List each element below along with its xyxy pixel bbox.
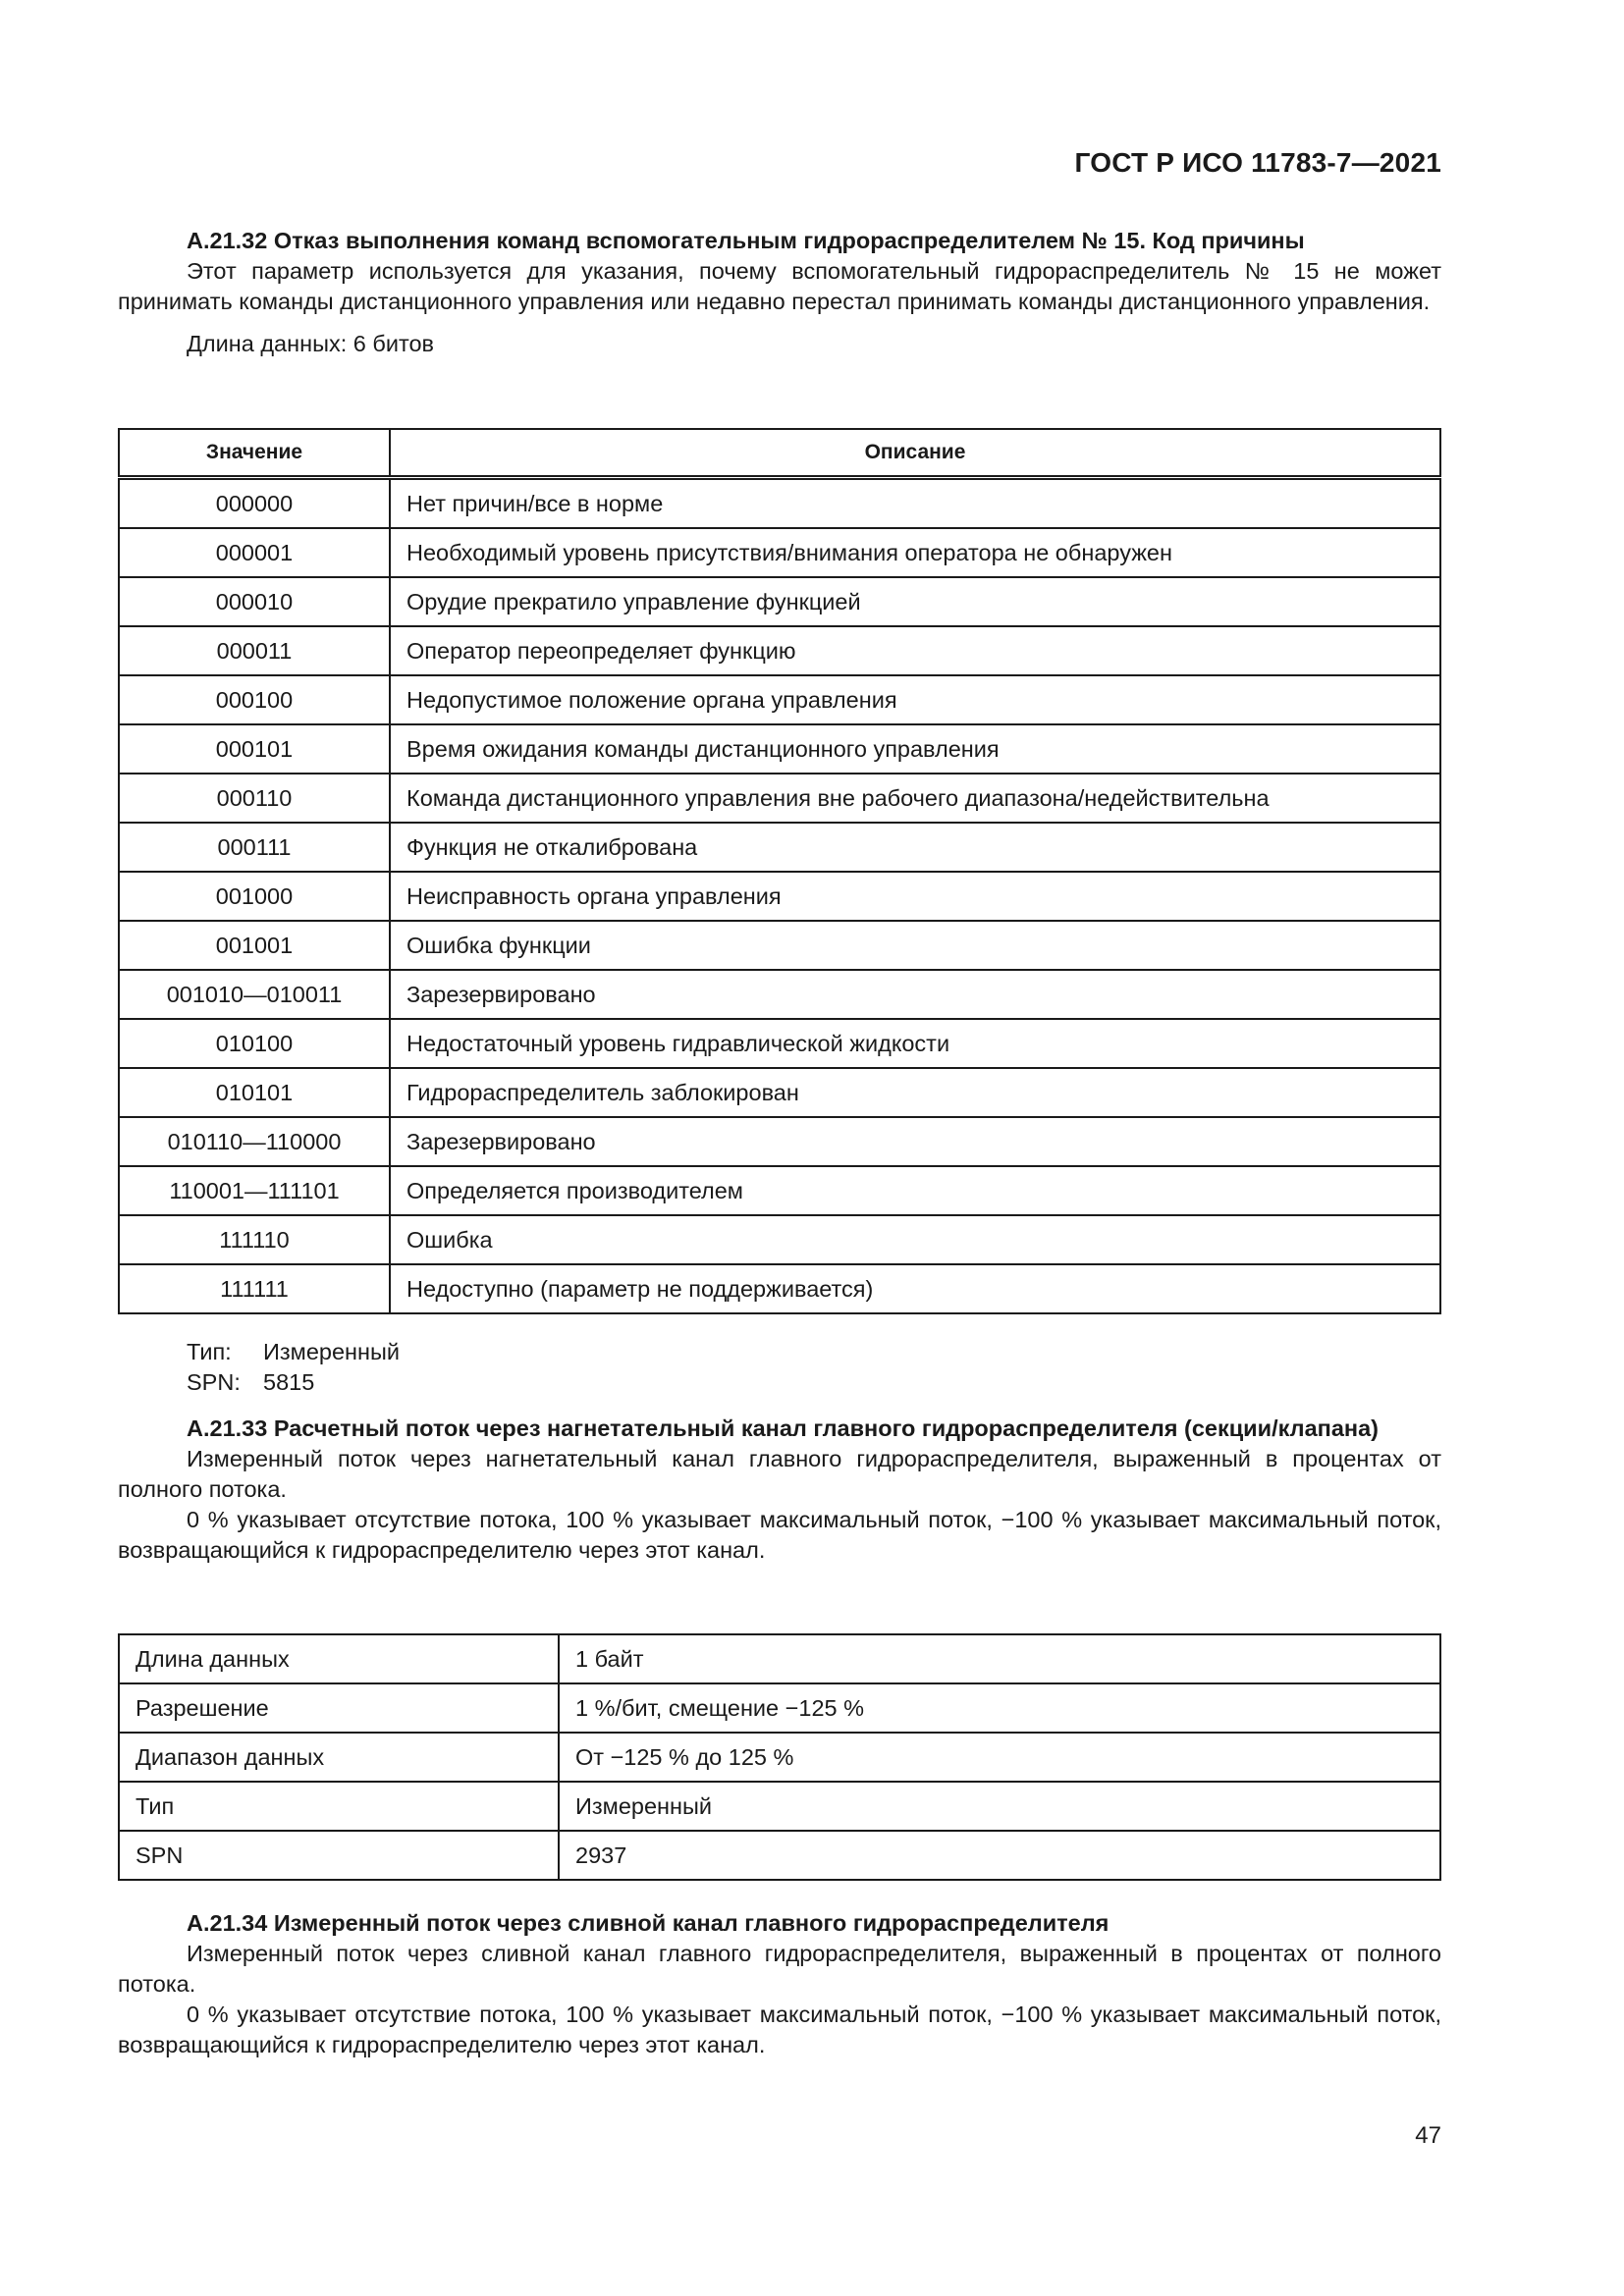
code-value-cell: 000110 (119, 774, 390, 823)
code-value-cell: 000100 (119, 675, 390, 724)
document-id-header: ГОСТ Р ИСО 11783-7—2021 (1074, 147, 1441, 178)
paragraph: 0 % указывает отсутствие потока, 100 % указывает максимальный поток, −100 % указывает максимальный поток, возвращающийся к гидрораспределителю через этот канал. (118, 2002, 1441, 2057)
code-value-cell: 000001 (119, 528, 390, 577)
table-row (119, 1264, 1440, 1313)
property-value-cell: 2937 (559, 1831, 1440, 1880)
code-description-cell: Недоступно (параметр не поддерживается) (390, 1264, 1440, 1313)
code-value-cell: 001010—010011 (119, 970, 390, 1019)
code-description-cell: Ошибка функции (390, 921, 1440, 970)
code-description-cell: Орудие прекратило управление функцией (390, 577, 1440, 626)
spn-label: SPN: (187, 1369, 241, 1395)
table-row (119, 528, 1440, 577)
property-label-cell: Тип (119, 1782, 559, 1831)
code-description-cell: Оператор переопределяет функцию (390, 626, 1440, 675)
section-title: А.21.34 Измеренный поток через сливной канал главного гидрораспределителя (187, 1910, 1110, 1936)
spn-value: 5815 (263, 1369, 315, 1395)
table-row (119, 921, 1440, 970)
property-value-cell: 1 байт (559, 1634, 1440, 1683)
code-description-cell: Зарезервировано (390, 970, 1440, 1019)
code-description-cell: Зарезервировано (390, 1117, 1440, 1166)
table-row (119, 577, 1440, 626)
section-title: А.21.32 Отказ выполнения команд вспомогательным гидрораспределителем № 15. Код причины (187, 228, 1305, 253)
code-value-cell: 111111 (119, 1264, 390, 1313)
type-label: Тип: (187, 1339, 232, 1364)
section-title: А.21.33 Расчетный поток через нагнетательный канал главного гидрораспределителя (секции/клапана) (187, 1415, 1380, 1441)
code-description-cell: Команда дистанционного управления вне рабочего диапазона/недействительна (390, 774, 1440, 823)
paragraph: Измеренный поток через нагнетательный канал главного гидрораспределителя, выраженный в процентах от полного потока. (118, 1446, 1441, 1502)
section-a-21-33 (118, 1414, 1441, 1566)
code-value-cell: 000000 (119, 478, 390, 529)
table-row (119, 675, 1440, 724)
table-row (119, 478, 1440, 529)
data-length-line: Длина данных: 6 битов (187, 331, 435, 356)
table-header-row (119, 429, 1440, 478)
code-value-cell: 010110—110000 (119, 1117, 390, 1166)
flow-properties-table-wrap (118, 1633, 1441, 1881)
property-label-cell: Диапазон данных (119, 1733, 559, 1782)
reason-code-rows (119, 478, 1440, 1314)
column-header-description: Описание (390, 429, 1440, 478)
table-row (119, 626, 1440, 675)
table-row (119, 724, 1440, 774)
code-value-cell: 111110 (119, 1215, 390, 1264)
code-value-cell: 001001 (119, 921, 390, 970)
section-a-21-32-meta (118, 1337, 1441, 1398)
section-a-21-34 (118, 1908, 1441, 2060)
code-description-cell: Гидрораспределитель заблокирован (390, 1068, 1440, 1117)
section-a-21-32 (118, 226, 1441, 359)
property-value-cell: От −125 % до 125 % (559, 1733, 1440, 1782)
code-description-cell: Необходимый уровень присутствия/внимания оператора не обнаружен (390, 528, 1440, 577)
code-description-cell: Недостаточный уровень гидравлической жидкости (390, 1019, 1440, 1068)
table-row (119, 1733, 1440, 1782)
flow-properties-table (118, 1633, 1441, 1881)
code-value-cell: 110001—111101 (119, 1166, 390, 1215)
code-value-cell: 000011 (119, 626, 390, 675)
table-row (119, 1683, 1440, 1733)
property-label-cell: Длина данных (119, 1634, 559, 1683)
table-row (119, 1215, 1440, 1264)
code-value-cell: 000111 (119, 823, 390, 872)
table-row (119, 1117, 1440, 1166)
table-row (119, 823, 1440, 872)
table-row (119, 1634, 1440, 1683)
code-description-cell: Время ожидания команды дистанционного управления (390, 724, 1440, 774)
reason-code-table (118, 428, 1441, 1314)
code-description-cell: Функция не откалибрована (390, 823, 1440, 872)
code-description-cell: Неисправность органа управления (390, 872, 1440, 921)
table-row (119, 1166, 1440, 1215)
paragraph: Измеренный поток через сливной канал главного гидрораспределителя, выраженный в процентах от полного потока. (118, 1941, 1441, 1997)
table-row (119, 1019, 1440, 1068)
code-description-cell: Определяется производителем (390, 1166, 1440, 1215)
table-row (119, 1831, 1440, 1880)
paragraph: 0 % указывает отсутствие потока, 100 % указывает максимальный поток, −100 % указывает максимальный поток, возвращающийся к гидрораспределителю через этот канал. (118, 1507, 1441, 1563)
property-label-cell: Разрешение (119, 1683, 559, 1733)
code-value-cell: 010100 (119, 1019, 390, 1068)
code-value-cell: 001000 (119, 872, 390, 921)
table-row (119, 872, 1440, 921)
property-value-cell: Измеренный (559, 1782, 1440, 1831)
type-line (118, 1337, 1441, 1367)
reason-code-table-wrap (118, 428, 1441, 1314)
column-header-value: Значение (119, 429, 390, 478)
page-number: 47 (1415, 2122, 1441, 2149)
table-row (119, 1782, 1440, 1831)
code-value-cell: 010101 (119, 1068, 390, 1117)
property-rows (119, 1634, 1440, 1880)
code-description-cell: Недопустимое положение органа управления (390, 675, 1440, 724)
code-description-cell: Ошибка (390, 1215, 1440, 1264)
property-label-cell: SPN (119, 1831, 559, 1880)
code-value-cell: 000010 (119, 577, 390, 626)
property-value-cell: 1 %/бит, смещение −125 % (559, 1683, 1440, 1733)
code-value-cell: 000101 (119, 724, 390, 774)
type-value: Измеренный (263, 1339, 401, 1364)
table-row (119, 970, 1440, 1019)
table-row (119, 774, 1440, 823)
code-description-cell: Нет причин/все в норме (390, 478, 1440, 529)
spn-line (118, 1367, 1441, 1398)
paragraph: Этот параметр используется для указания, почему вспомогательный гидрораспределитель № 15 не может принимать команды дистанционного управления или недавно перестал принимать команды дистанционного управления. (118, 258, 1441, 314)
table-row (119, 1068, 1440, 1117)
